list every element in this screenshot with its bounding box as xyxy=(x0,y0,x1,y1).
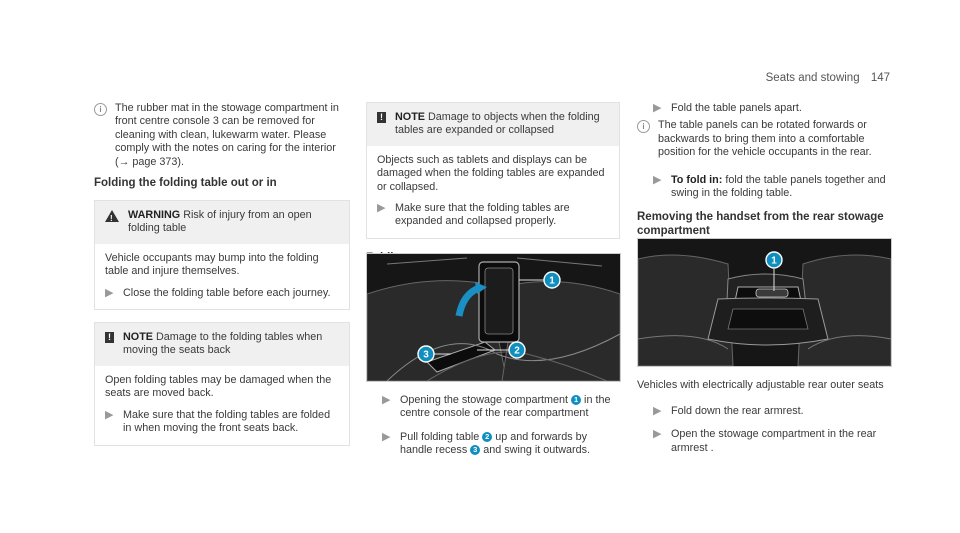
notice-icon: ! xyxy=(105,332,114,343)
step-arrow-icon: ▶ xyxy=(653,173,662,186)
notice-title: Damage to the folding tables when moving the seats back xyxy=(123,331,323,357)
column-2 xyxy=(366,102,620,271)
step-item: ▶ Fold the table panels apart. xyxy=(653,102,802,114)
step-item: ▶ Pull folding table 2 up and forwards by handle recess 3 and swing it outwards. xyxy=(382,430,591,457)
info-note xyxy=(94,102,350,169)
warning-icon xyxy=(105,210,119,222)
warning-body: Vehicle occupants may bump into the folding table and injure themselves. xyxy=(105,251,319,278)
callout-badge: 2 xyxy=(482,432,492,442)
callout-1-label: 1 xyxy=(771,255,777,267)
notice-title: Damage to objects when the folding tables are expanded or collapsed xyxy=(395,111,600,137)
step-arrow-icon: ▶ xyxy=(382,430,391,443)
page-header xyxy=(766,72,890,84)
notice-header xyxy=(95,323,349,366)
info-note: i The table panels can be rotated forwards or backwards to bring them into a comfortable position for the vehicle occupants in the rear. xyxy=(637,119,891,159)
warning-header xyxy=(95,201,349,244)
figure-folding-table-illustration xyxy=(367,254,620,381)
section-title: Seats and stowing xyxy=(765,72,860,84)
info-icon: i xyxy=(94,103,107,116)
section-heading: Folding the folding table out or in xyxy=(94,177,277,190)
step-item: ▶ To fold in: fold the table panels together and swing in the folding table. xyxy=(653,173,886,200)
column-3-steps xyxy=(637,405,891,455)
notice-body: Open folding tables may be damaged when the seats are moved back. xyxy=(105,373,332,400)
step-arrow-icon: ▶ xyxy=(105,286,114,299)
info-note-text: The rubber mat in the stowage compartment in front centre console 3 can be removed for cleaning with clean, lukewarm water. Please comply with the notes on caring for the interior (→ page 373). xyxy=(115,102,339,168)
section-heading: Removing the handset from the rear stowage compartment xyxy=(637,211,884,238)
notice-header xyxy=(367,103,619,146)
step-arrow-icon: ▶ xyxy=(105,408,114,421)
warning-title: Risk of injury from an open folding table xyxy=(128,209,312,235)
figure-folding-table xyxy=(366,253,621,382)
figure-caption: Vehicles with electrically adjustable rear outer seats xyxy=(637,379,884,391)
notice-label: NOTE xyxy=(123,331,153,344)
callout-1-label: 1 xyxy=(549,275,555,287)
page-number: 147 xyxy=(870,72,890,84)
step-arrow-icon: ▶ xyxy=(653,405,662,417)
notice-step: ▶ Make sure that the folding tables are folded in when moving the front seats back. xyxy=(105,408,331,435)
step-arrow-icon: ▶ xyxy=(382,394,391,406)
column-3 xyxy=(637,102,891,244)
warning-label: WARNING xyxy=(128,209,181,222)
warning-box xyxy=(94,200,350,310)
figure-handset-illustration xyxy=(638,239,891,366)
step-item: ▶ Open the stowage compartment in the rear armrest . xyxy=(653,428,877,454)
step-arrow-icon: ▶ xyxy=(653,428,662,441)
step-arrow-icon: ▶ xyxy=(377,202,386,215)
notice-step: ▶ Make sure that the folding tables are expanded and collapsed properly. xyxy=(377,202,570,228)
notice-label: NOTE xyxy=(395,111,425,123)
warning-step: ▶ Close the folding table before each journey. xyxy=(105,286,331,299)
info-icon: i xyxy=(637,120,650,133)
notice-box-2 xyxy=(366,102,620,239)
step-arrow-icon: ▶ xyxy=(653,102,662,114)
step-item: ▶ Opening the stowage compartment 1 in the centre console of the rear compartment xyxy=(382,394,611,420)
column-1 xyxy=(94,102,350,446)
callout-2-label: 2 xyxy=(514,345,520,357)
column-2-steps xyxy=(366,394,620,458)
callout-badge: 1 xyxy=(571,395,581,405)
notice-icon: ! xyxy=(377,112,386,123)
notice-body: Objects such as tablets and displays can be damaged when the folding tables are expanded or collapsed. xyxy=(377,153,605,193)
callout-3-label: 3 xyxy=(423,349,429,361)
fold-in-label: To fold in: xyxy=(671,173,723,186)
figure-handset xyxy=(637,238,892,367)
step-item: ▶ Fold down the rear armrest. xyxy=(653,405,804,417)
notice-box xyxy=(94,322,350,445)
callout-badge: 3 xyxy=(470,445,480,455)
